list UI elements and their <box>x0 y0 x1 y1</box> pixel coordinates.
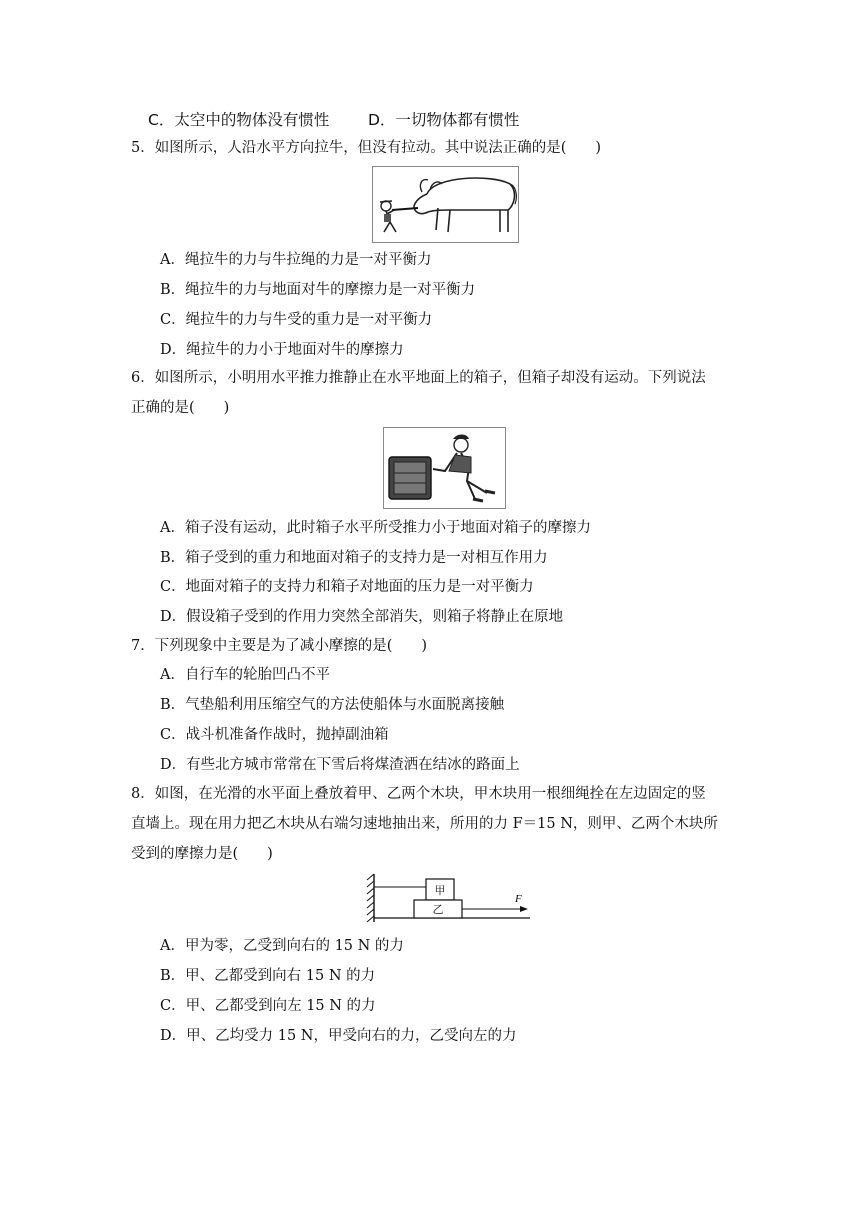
question-6-option-a: A．箱子没有运动，此时箱子水平所受推力小于地面对箱子的摩擦力 <box>160 520 591 536</box>
question-6-option-c: C．地面对箱子的支持力和箱子对地面的压力是一对平衡力 <box>160 579 534 595</box>
person-pulling-ox-illustration <box>372 166 519 243</box>
boy-pushing-box-illustration <box>383 427 506 509</box>
question-8-option-b: B．甲、乙都受到向右 15 N 的力 <box>160 968 376 984</box>
question-6-stem-line-2: 正确的是( ) <box>131 400 230 416</box>
question-7-option-b: B．气垫船利用压缩空气的方法使船体与水面脱离接触 <box>160 697 505 713</box>
option-c: C．太空中的物体没有惯性 <box>148 111 330 129</box>
question-5-option-c: C．绳拉牛的力与牛受的重力是一对平衡力 <box>160 312 433 328</box>
question-5-option-b: B．绳拉牛的力与地面对牛的摩擦力是一对平衡力 <box>160 282 476 298</box>
question-5-figure <box>372 166 519 243</box>
question-5-option-a: A．绳拉牛的力与牛拉绳的力是一对平衡力 <box>160 252 432 268</box>
question-7-option-d: D．有些北方城市常常在下雪后将煤渣洒在结冰的路面上 <box>160 757 520 773</box>
stacked-blocks-diagram <box>364 872 532 926</box>
question-5-option-d: D．绳拉牛的力小于地面对牛的摩擦力 <box>160 342 404 358</box>
question-6-figure <box>383 427 506 509</box>
question-8-stem-line-3: 受到的摩擦力是( ) <box>131 846 273 862</box>
block-yi-label: 乙 <box>432 903 444 916</box>
question-6-option-b: B．箱子受到的重力和地面对箱子的支持力是一对相互作用力 <box>160 550 548 566</box>
question-7-stem: 7．下列现象中主要是为了减小摩擦的是( ) <box>131 638 428 654</box>
question-8-stem-line-2: 直墙上。现在用力把乙木块从右端匀速地抽出来，所用的力 F＝15 N，则甲、乙两个木块所 <box>131 816 718 832</box>
question-8-option-d: D．甲、乙均受力 15 N，甲受向右的力，乙受向左的力 <box>160 1028 517 1044</box>
question-8-stem-line-1: 8．如图，在光滑的水平面上叠放着甲、乙两个木块，甲木块用一根细绳拴在左边固定的竖 <box>131 786 706 802</box>
block-jia-label: 甲 <box>434 884 446 897</box>
question-8-option-c: C．甲、乙都受到向左 15 N 的力 <box>160 998 376 1014</box>
question-6-stem-line-1: 6．如图所示，小明用水平推力推静止在水平地面上的箱子，但箱子却没有运动。下列说法 <box>131 370 706 386</box>
question-7-option-c: C．战斗机准备作战时，抛掉副油箱 <box>160 727 389 743</box>
question-7-option-a: A．自行车的轮胎凹凸不平 <box>160 667 330 683</box>
question-5-stem: 5．如图所示，人沿水平方向拉牛，但没有拉动。其中说法正确的是( ) <box>131 140 602 156</box>
question-8-option-a: A．甲为零，乙受到向右的 15 N 的力 <box>160 938 404 954</box>
option-d: D．一切物体都有惯性 <box>368 111 520 129</box>
force-label: F <box>515 893 522 905</box>
question-6-option-d: D．假设箱子受到的作用力突然全部消失，则箱子将静止在原地 <box>160 609 564 625</box>
question-8-figure <box>364 872 532 926</box>
